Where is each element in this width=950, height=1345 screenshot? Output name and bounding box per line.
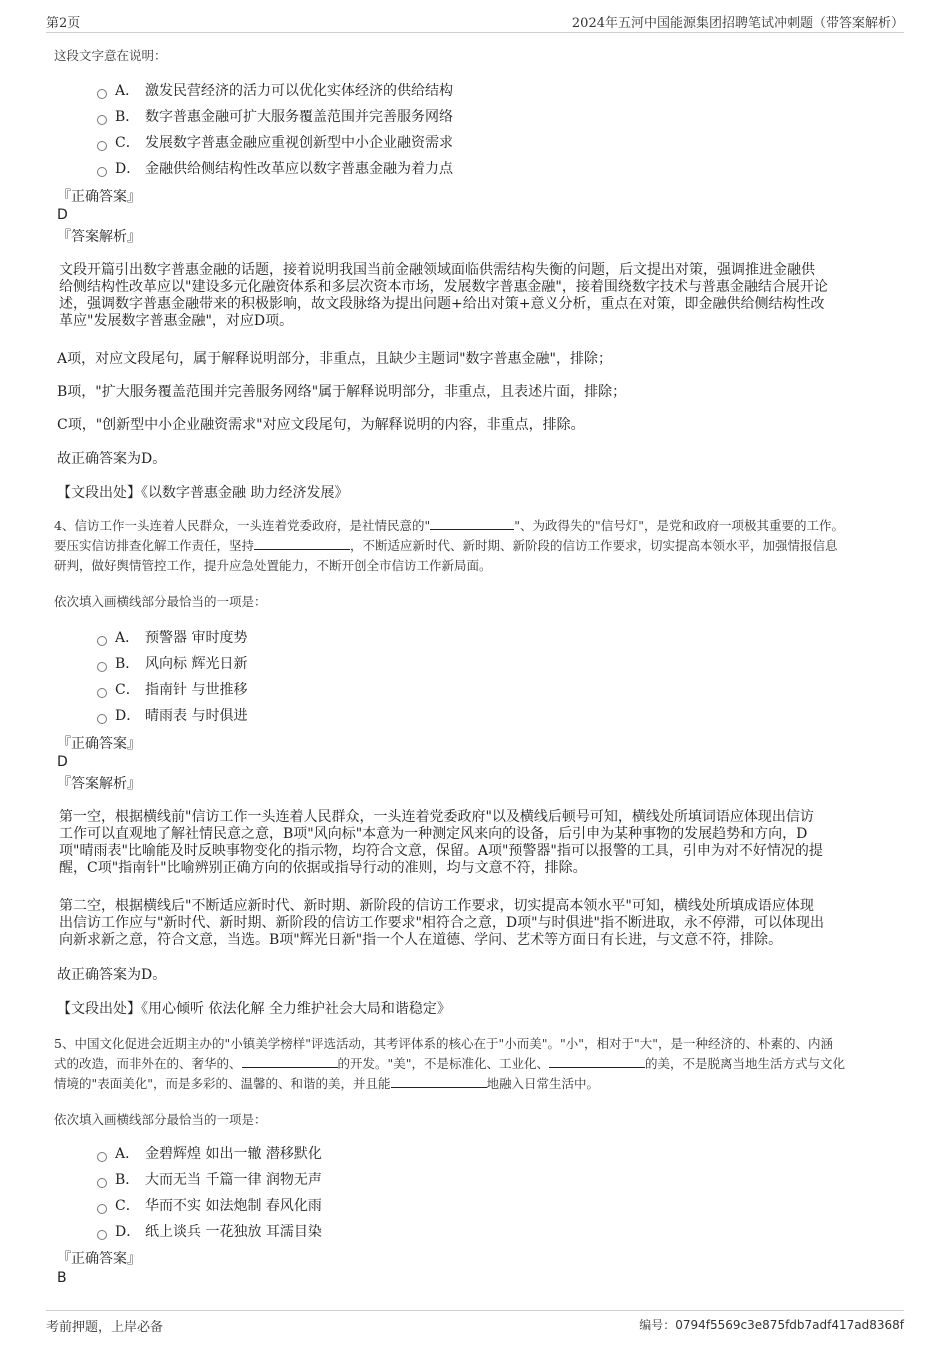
q5-option-a[interactable]: A． 金碧辉煌 如出一辙 潜移默化 [97,1144,322,1166]
q5-option-d[interactable]: D． 纸上谈兵 一花独放 耳濡目染 [97,1222,322,1244]
radio-icon[interactable] [97,636,107,646]
document-code: 编号：0794f5569c3e875fdb7adf417ad8368f [639,1318,904,1332]
q4-conclusion: 故正确答案为D。 [57,967,167,983]
fill-blank [549,1055,645,1068]
radio-icon[interactable] [97,167,107,177]
fill-blank [391,1075,487,1088]
q4-source: 【文段出处】《用心倾听 依法化解 全力维护社会大局和谐稳定》 [57,1001,451,1017]
q5-answer-label: 『正确答案』 [57,1251,141,1267]
radio-icon[interactable] [97,688,107,698]
q4-option-a[interactable]: A． 预警器 审时度势 [97,628,247,650]
q3-option-d[interactable]: D． 金融供给侧结构性改革应以数字普惠金融为着力点 [97,159,453,181]
q3-option-c[interactable]: C． 发展数字普惠金融应重视创新型中小企业融资需求 [97,133,453,155]
radio-icon[interactable] [97,1152,107,1162]
q3-analysis-label: 『答案解析』 [57,229,141,245]
q3-analysis-a: A项，对应文段尾句，属于解释说明部分，非重点，且缺少主题词"数字普惠金融"，排除； [57,351,612,367]
q3-analysis: 文段开篇引出数字普惠金融的话题，接着说明我国当前金融领域面临供需结构失衡的问题，后文提出对策，强调推进金融供 给侧结构性改革应以"建设多元化融资体系和多层次资本市场，发展数字普惠金融"，接着围绕数字技术与普惠金融结合展开论 述，强调数字普惠金融带来的积极影响，故文段脉络为提出问题+给出对策+意义分析，重点在对策，即金融供给侧结构性改 革应"发展数字普惠金融"，对应D项。 [59,262,828,329]
fill-blank [254,537,350,550]
q5-option-c[interactable]: C． 华而不实 如法炮制 春风化雨 [97,1196,322,1218]
q3-prompt: 这段文字意在说明： [54,48,167,63]
q3-answer: D [57,207,68,223]
q4-answer-label: 『正确答案』 [57,736,141,752]
fill-blank [430,517,514,530]
q4-option-b[interactable]: B． 风向标 辉光日新 [97,654,247,676]
q3-option-b[interactable]: B． 数字普惠金融可扩大服务覆盖范围并完善服务网络 [97,107,453,129]
radio-icon[interactable] [97,89,107,99]
page-number: 第2页 [46,16,81,31]
q5-answer: B [57,1270,67,1286]
q4-option-d[interactable]: D． 晴雨表 与时俱进 [97,706,247,728]
radio-icon[interactable] [97,1204,107,1214]
radio-icon[interactable] [97,141,107,151]
q3-option-a[interactable]: A． 激发民营经济的活力可以优化实体经济的供给结构 [97,81,453,103]
q4-option-c[interactable]: C． 指南针 与世推移 [97,680,247,702]
page-footer [46,1310,904,1335]
q3-source: 【文段出处】《以数字普惠金融 助力经济发展》 [57,485,349,501]
radio-icon[interactable] [97,662,107,672]
radio-icon[interactable] [97,714,107,724]
q4-analysis-2: 第二空，根据横线后"不断适应新时代、新时期、新阶段的信访工作要求，切实提高本领水平"可知，横线处所填成语应体现 出信访工作应与"新时代、新时期、新阶段的信访工作要求"相符合之意，D项"与时俱进"指不断进取，永不停滞，可以体现出 向新求新之意，符合文意，当选。B项"辉光日新"指一个人在道德、学问、艺术等方面日有长进，与文意不符，排除。 [59,898,824,948]
q4-answer: D [57,754,68,770]
q5-stem: 5、中国文化促进会近期主办的"小镇美学榜样"评选活动，其考评体系的核心在于"小而美"。"小"，相对于"大"，是一种经济的、朴素的、内涵 式的改造，而非外在的、奢华的、 的开发。"美"，不是标准化、工业化、 的美，不是脱离当地生活方式与文化 情境的"表面美化"，而是多彩的、温馨的、和谐的美，并且能 地融入日常生活中。 [54,1036,846,1091]
q4-stem: 4、信访工作一头连着人民群众，一头连着党委政府，是社情民意的" "、为政得失的"信号灯"，是党和政府一项极其重要的工作。 要压实信访排查化解工作责任，坚持 ，不断适应新时代、新时期、新阶段的信访工作要求，切实提高本领水平，加强情报信息 研判，做好舆情管控工作，提升应急处置能力，不断开创全市信访工作新局面。 [54,518,844,573]
q3-analysis-b: B项，"扩大服务覆盖范围并完善服务网络"属于解释说明部分，非重点，且表述片面，排除； [57,384,627,400]
fill-blank [242,1055,338,1068]
radio-icon[interactable] [97,1230,107,1240]
radio-icon[interactable] [97,1178,107,1188]
document-title: 2024年五河中国能源集团招聘笔试冲刺题（带答案解析） [571,16,904,31]
q3-answer-label: 『正确答案』 [57,189,141,205]
footer-slogan: 考前押题，上岸必备 [46,1320,164,1335]
q4-analysis-1: 第一空，根据横线前"信访工作一头连着人民群众，一头连着党委政府"以及横线后顿号可知，横线处所填词语应体现出信访 工作可以直观地了解社情民意之意，B项"风向标"本意为一种测定风来向的设备，后引申为某种事物的发展趋势和方向，D 项"晴雨表"比喻能及时反映事物变化的指示物，均符合文意，保留。A项"预警器"指可以报警的工具，引申为对不好情况的提 醒，C项"指南针"比喻辨别正确方向的依据或指导行动的准则，均与文意不符，排除。 [59,809,823,876]
q5-prompt: 依次填入画横线部分最恰当的一项是： [54,1112,267,1127]
radio-icon[interactable] [97,115,107,125]
q4-analysis-label: 『答案解析』 [57,776,141,792]
q5-option-b[interactable]: B． 大而无当 千篇一律 润物无声 [97,1170,322,1192]
q3-analysis-c: C项，"创新型中小企业融资需求"对应文段尾句，为解释说明的内容，非重点，排除。 [57,417,585,433]
page-header [46,12,904,33]
q4-prompt: 依次填入画横线部分最恰当的一项是： [54,594,267,609]
q3-conclusion: 故正确答案为D。 [57,451,167,467]
